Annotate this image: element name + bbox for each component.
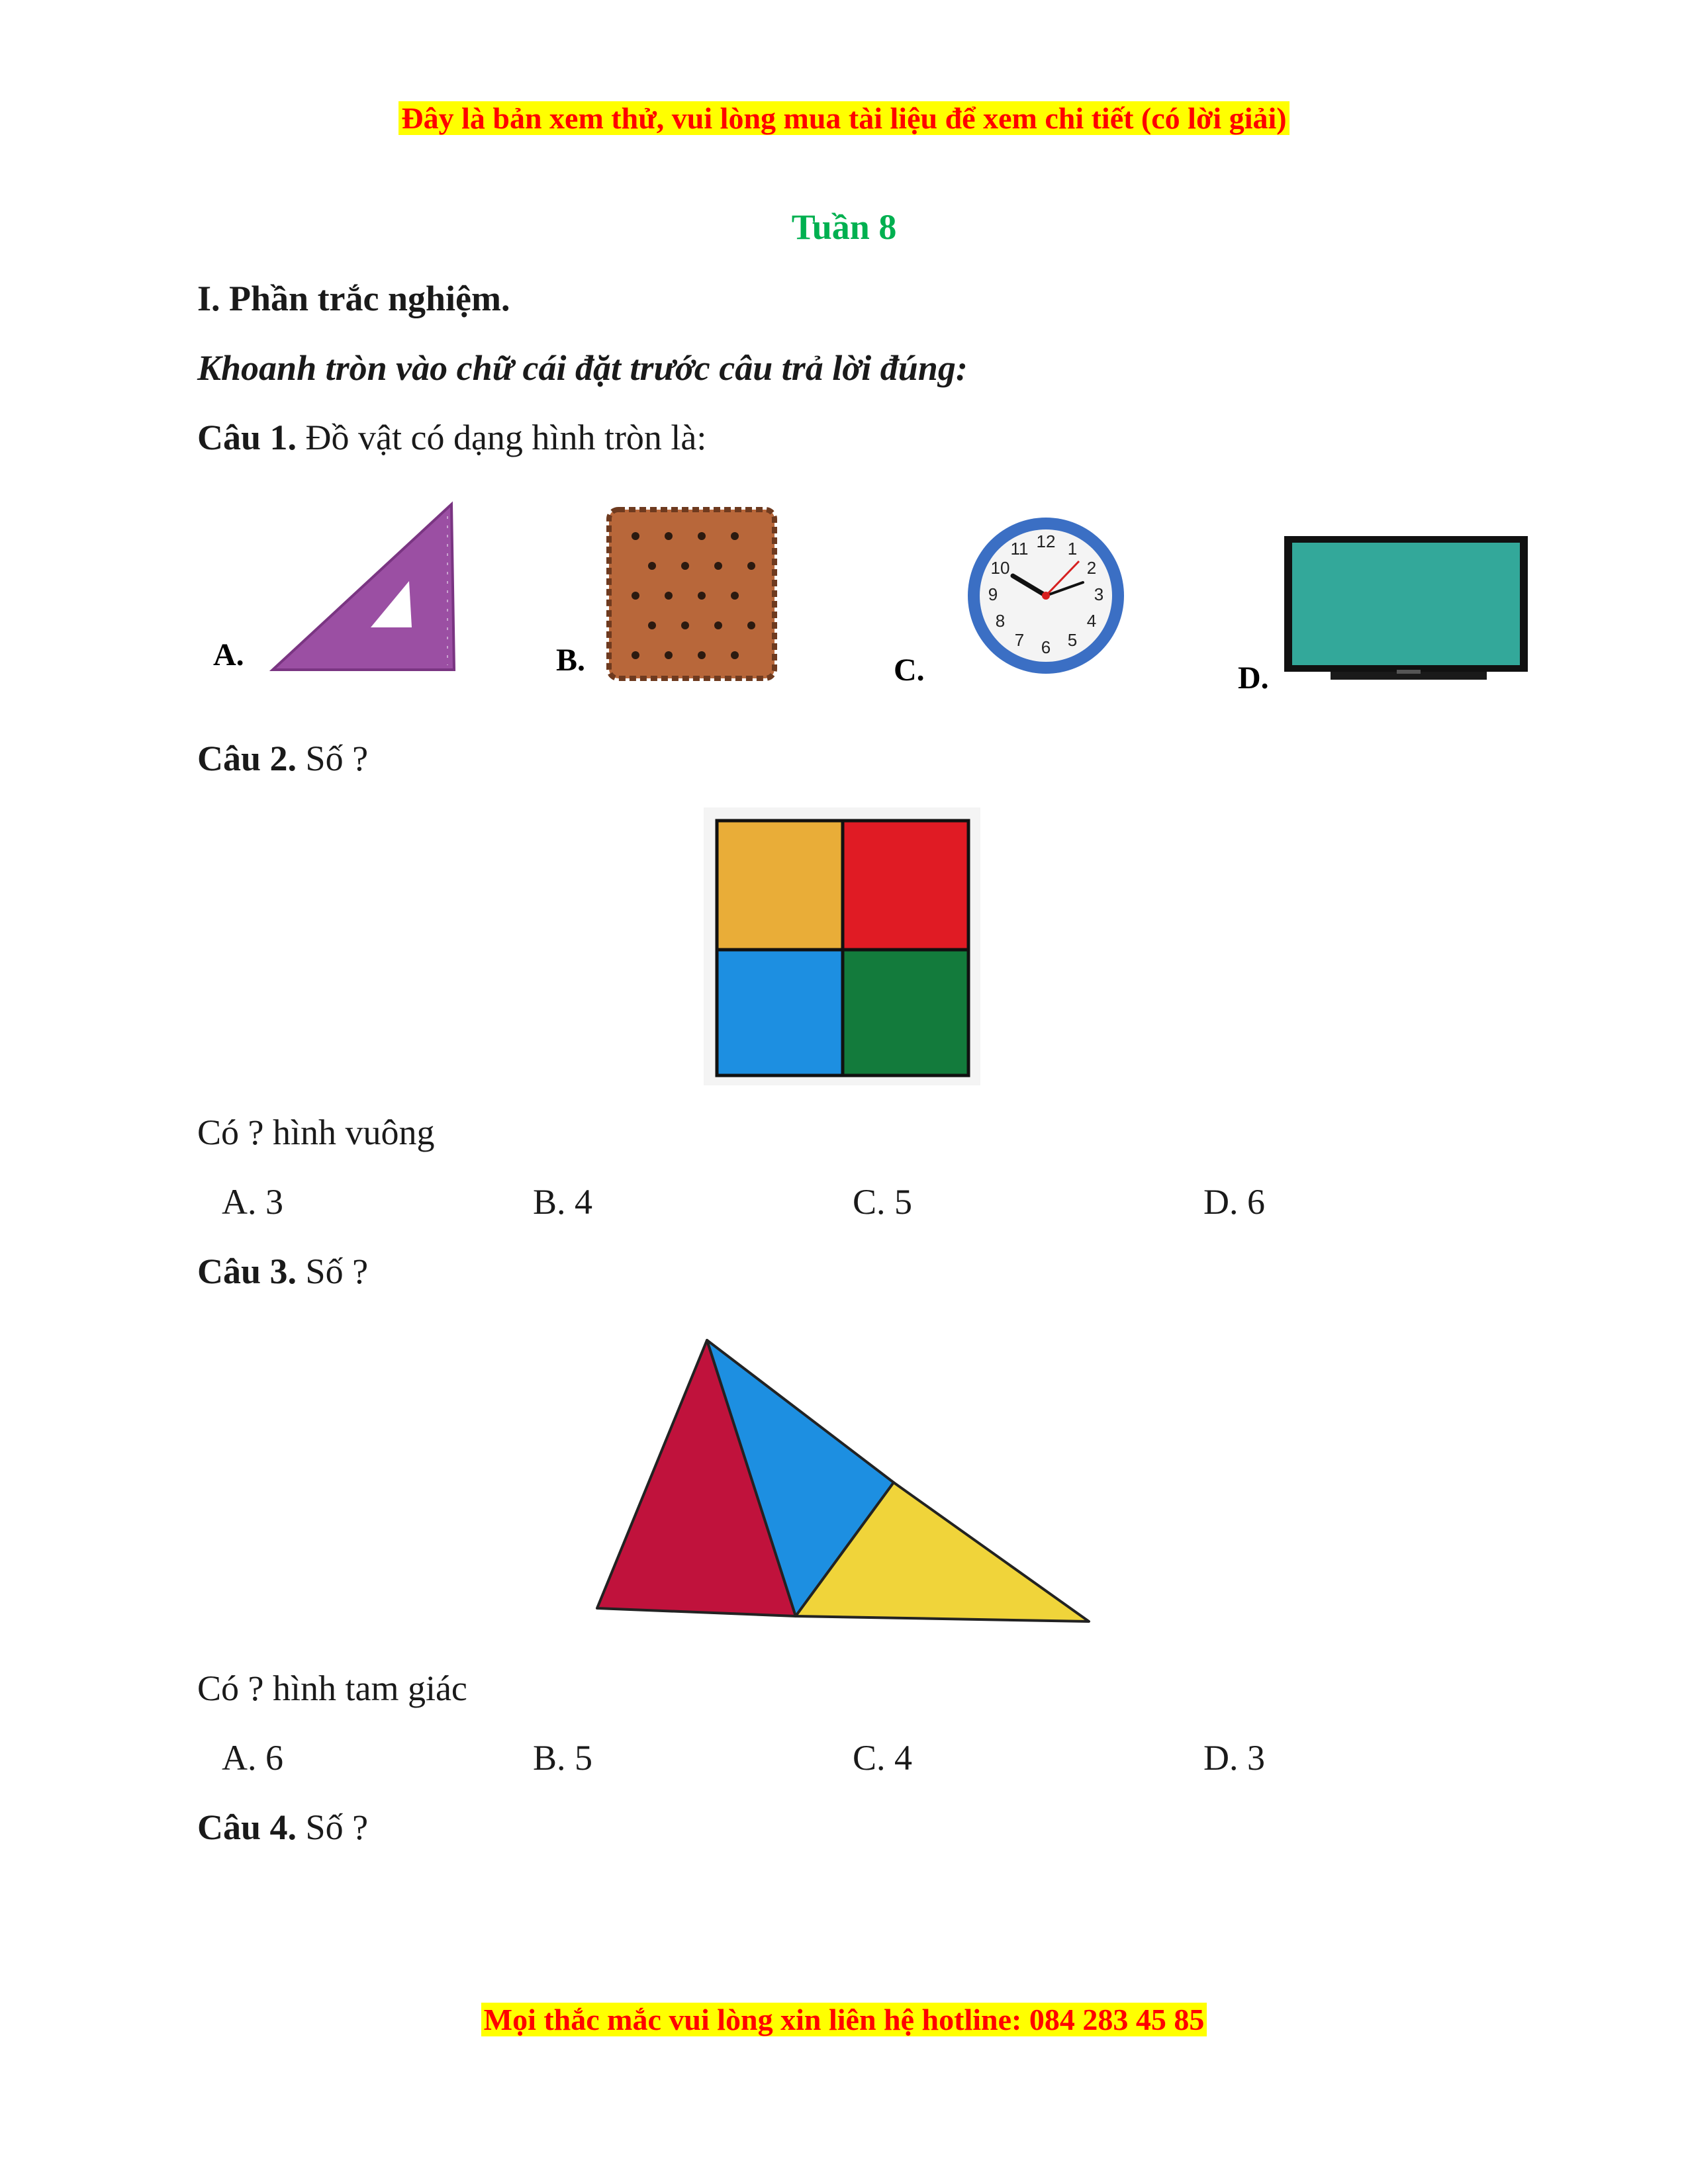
option-d-label: D. [1238, 660, 1269, 696]
clock-number-12: 12 [1036, 531, 1056, 551]
option-a-set-square-image [199, 496, 463, 688]
option-c-label: C. [894, 653, 925, 688]
clock-number-9: 9 [988, 584, 998, 604]
question-2-label: Câu 2. [197, 739, 297, 778]
clock-number-3: 3 [1094, 584, 1104, 604]
section-heading: I. Phần trắc nghiệm. [197, 279, 510, 318]
clock-number-7: 7 [1014, 629, 1025, 650]
question-2-option-c[interactable]: C. 5 [853, 1182, 913, 1222]
clock-number-4: 4 [1086, 610, 1097, 631]
question-4 [197, 1807, 368, 1848]
hotline-banner [0, 2002, 1688, 2037]
instruction: Khoanh tròn vào chữ cái đặt trước câu trả lời đúng: [197, 348, 968, 388]
option-d-tv-image [1231, 523, 1536, 702]
option-a-label: A. [213, 637, 244, 672]
clock-number-8: 8 [995, 610, 1006, 631]
page-title: Tuần 8 [791, 207, 897, 247]
question-2-prompt: Có ? hình vuông [197, 1113, 435, 1152]
clock-number-2: 2 [1086, 557, 1097, 578]
option-b-label: B. [556, 643, 586, 678]
question-2 [197, 738, 368, 779]
question-3-text: Số ? [305, 1251, 369, 1291]
question-1 [197, 417, 706, 458]
clock-number-10: 10 [990, 557, 1010, 578]
question-1-text: Đồ vật có dạng hình tròn là: [305, 418, 707, 457]
option-b-biscuit-image [543, 500, 794, 692]
clock-number-6: 6 [1041, 637, 1051, 657]
hotline-text: Mọi thắc mắc vui lòng xin liên hệ hotline: 084 283 45 85 [481, 2003, 1207, 2036]
question-3-label: Câu 3. [197, 1251, 297, 1291]
question-4-label: Câu 4. [197, 1807, 297, 1847]
clock-number-11: 11 [1010, 538, 1029, 559]
question-2-text: Số ? [305, 739, 369, 778]
clock-number-1: 1 [1067, 538, 1078, 559]
preview-banner [0, 101, 1688, 136]
question-4-text: Số ? [305, 1807, 369, 1847]
question-2-option-a[interactable]: A. 3 [222, 1182, 283, 1222]
question-2-option-b[interactable]: B. 4 [533, 1182, 593, 1222]
question-2-option-d[interactable]: D. 6 [1203, 1182, 1265, 1222]
triangles-figure [589, 1330, 1099, 1635]
question-3-option-b[interactable]: B. 5 [533, 1738, 593, 1778]
question-3-option-c[interactable]: C. 4 [853, 1738, 913, 1778]
clock-number-5: 5 [1067, 629, 1078, 650]
question-3 [197, 1251, 368, 1292]
question-3-prompt: Có ? hình tam giác [197, 1668, 467, 1708]
squares-figure [704, 807, 980, 1085]
question-1-label: Câu 1. [197, 418, 297, 457]
question-3-option-a[interactable]: A. 6 [222, 1738, 283, 1778]
question-3-option-d[interactable]: D. 3 [1203, 1738, 1265, 1778]
preview-banner-text: Đây là bản xem thử, vui lòng mua tài liệu để xem chi tiết (có lời giải) [399, 101, 1289, 135]
option-c-clock-image [887, 510, 1139, 695]
